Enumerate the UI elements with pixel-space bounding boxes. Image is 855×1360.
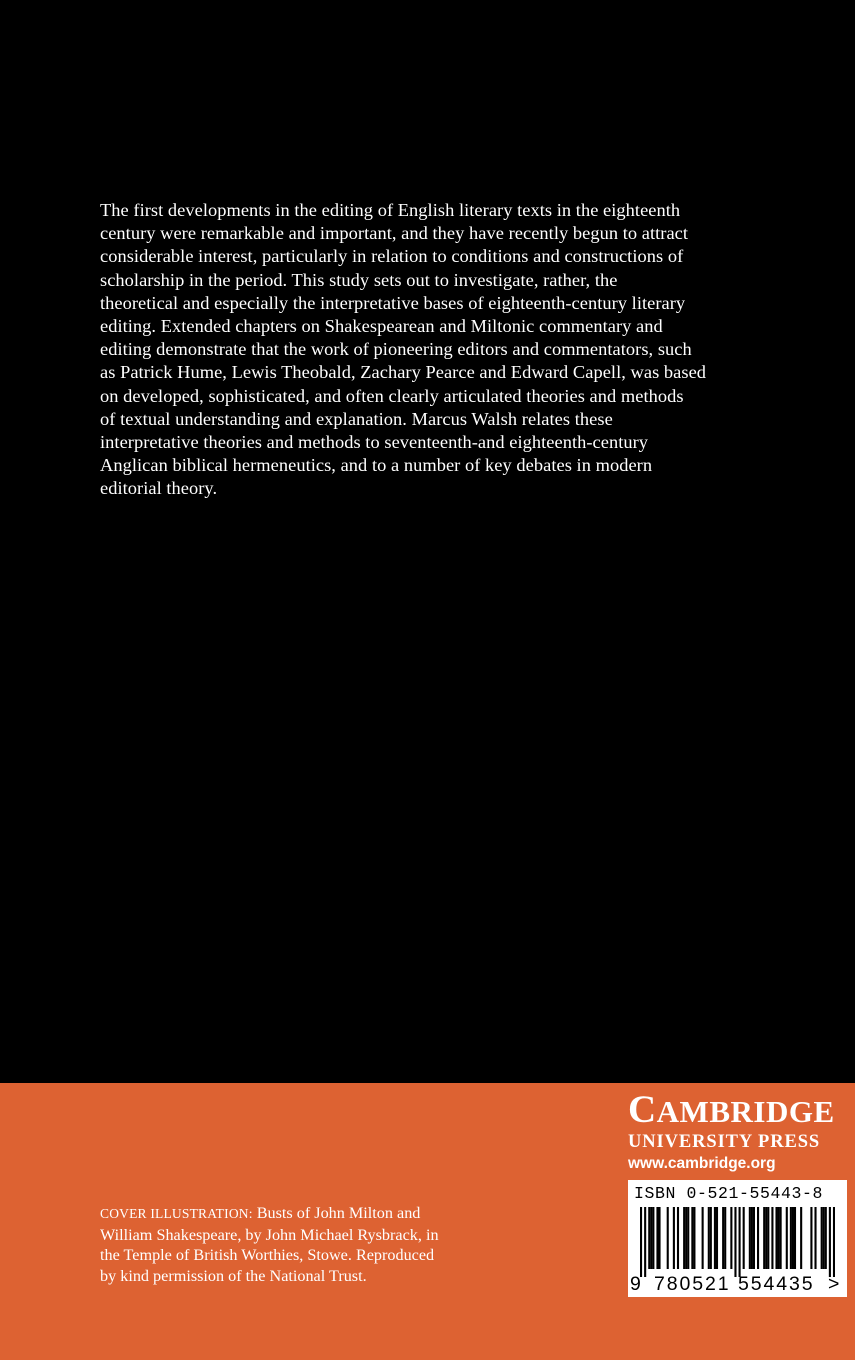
barcode-bar	[751, 1207, 753, 1269]
barcode-bar	[685, 1207, 687, 1269]
description-line: theoretical and especially the interpretative bases of eighteenth-century literary	[100, 292, 686, 313]
barcode-bar	[708, 1207, 710, 1269]
barcode-bar	[667, 1207, 669, 1269]
barcode-bar	[743, 1207, 745, 1269]
barcode-bar	[724, 1207, 726, 1269]
barcode-bar	[710, 1207, 712, 1269]
book-description	[100, 199, 765, 501]
barcode-bar	[691, 1207, 693, 1269]
publisher-name-rest: AMBRIDGE	[656, 1094, 835, 1129]
barcode-digits-left: 780521	[654, 1273, 731, 1295]
publisher-name	[628, 1090, 850, 1132]
description-line: considerable interest, particularly in relation to conditions and constructions of	[100, 246, 684, 267]
barcode-bar	[730, 1207, 732, 1269]
barcode-guard-bar	[734, 1207, 736, 1277]
barcode-bar	[650, 1207, 652, 1269]
barcode-guard-bar	[640, 1207, 642, 1277]
barcode-guard-bar	[739, 1207, 741, 1277]
barcode-bar	[786, 1207, 788, 1269]
barcode-digits-right: 554435	[738, 1273, 815, 1295]
publisher-url: www.cambridge.org	[628, 1155, 776, 1172]
cover-illustration-credit	[100, 1203, 530, 1286]
barcode-guard-bar	[829, 1207, 831, 1277]
credit-line: William Shakespeare, by John Michael Rysbrack, in	[100, 1225, 439, 1244]
barcode-bar	[716, 1207, 718, 1269]
barcode-bar	[687, 1207, 689, 1269]
description-line: Anglican biblical hermeneutics, and to a number of key debates in modern	[100, 455, 653, 476]
isbn-label: ISBN 0-521-55443-8	[634, 1184, 824, 1203]
barcode-bar	[765, 1207, 767, 1269]
barcode-bar	[794, 1207, 796, 1269]
description-line: as Patrick Hume, Lewis Theobald, Zachary Pearce and Edward Capell, was based	[100, 362, 707, 383]
barcode-bar	[771, 1207, 773, 1269]
description-line: editorial theory.	[100, 478, 218, 499]
barcode-bar	[702, 1207, 704, 1269]
barcode-bar	[780, 1207, 782, 1269]
barcode-bars	[640, 1207, 835, 1277]
description-line: on developed, sophisticated, and often clearly articulated theories and methods	[100, 385, 684, 406]
barcode-bar	[658, 1207, 660, 1269]
isbn-barcode	[628, 1180, 847, 1297]
credit-lead: COVER ILLUSTRATION:	[100, 1206, 253, 1221]
barcode-bar	[693, 1207, 695, 1269]
barcode-bar	[757, 1207, 759, 1269]
barcode-bar	[763, 1207, 765, 1269]
barcode-bar	[677, 1207, 679, 1269]
barcode-bar	[792, 1207, 794, 1269]
description-line: The first developments in the editing of English literary texts in the eighteenth	[100, 200, 681, 220]
barcode-bar	[767, 1207, 769, 1269]
barcode-bar	[722, 1207, 724, 1269]
description-line: scholarship in the period. This study sets out to investigate, rather, the	[100, 269, 618, 290]
description-line: of textual understanding and explanation. Marcus Walsh relates these	[100, 408, 613, 429]
barcode-bar	[648, 1207, 650, 1269]
description-line: editing demonstrate that the work of pioneering editors and commentators, such	[100, 339, 692, 360]
barcode-bar	[714, 1207, 716, 1269]
barcode-end-mark: >	[828, 1273, 840, 1295]
barcode-bar	[673, 1207, 675, 1269]
description-line: editing. Extended chapters on Shakespearean and Miltonic commentary and	[100, 316, 663, 337]
credit-line: the Temple of British Worthies, Stowe. Reproduced	[100, 1246, 435, 1264]
credit-line	[100, 1203, 530, 1225]
barcode-guard-bar	[644, 1207, 646, 1277]
barcode-bar	[790, 1207, 792, 1269]
barcode-bar	[823, 1207, 825, 1269]
barcode-bar	[821, 1207, 823, 1269]
barcode-guard-bar	[833, 1207, 835, 1277]
publisher-subtitle: UNIVERSITY PRESS	[628, 1132, 821, 1152]
barcode-bar	[753, 1207, 755, 1269]
credit-line: by kind permission of the National Trust.	[100, 1266, 367, 1285]
credit-line-rest: Busts of John Milton and	[252, 1204, 421, 1222]
publisher-logo	[628, 1090, 850, 1175]
barcode-bar	[749, 1207, 751, 1269]
description-line: interpretative theories and methods to seventeenth-and eighteenth-century	[100, 432, 649, 453]
barcode-bar	[775, 1207, 777, 1269]
description-line: century were remarkable and important, and they have recently begun to attract	[100, 223, 689, 244]
barcode-bar	[800, 1207, 802, 1269]
barcode-digit-first: 9	[630, 1273, 641, 1295]
barcode-bar	[656, 1207, 658, 1269]
barcode-bar	[814, 1207, 816, 1269]
barcode-bar	[683, 1207, 685, 1269]
barcode-bar	[825, 1207, 827, 1269]
barcode-bar	[652, 1207, 654, 1269]
publisher-name-initial: C	[628, 1088, 657, 1131]
barcode-bar	[778, 1207, 780, 1269]
barcode-bar	[810, 1207, 812, 1269]
